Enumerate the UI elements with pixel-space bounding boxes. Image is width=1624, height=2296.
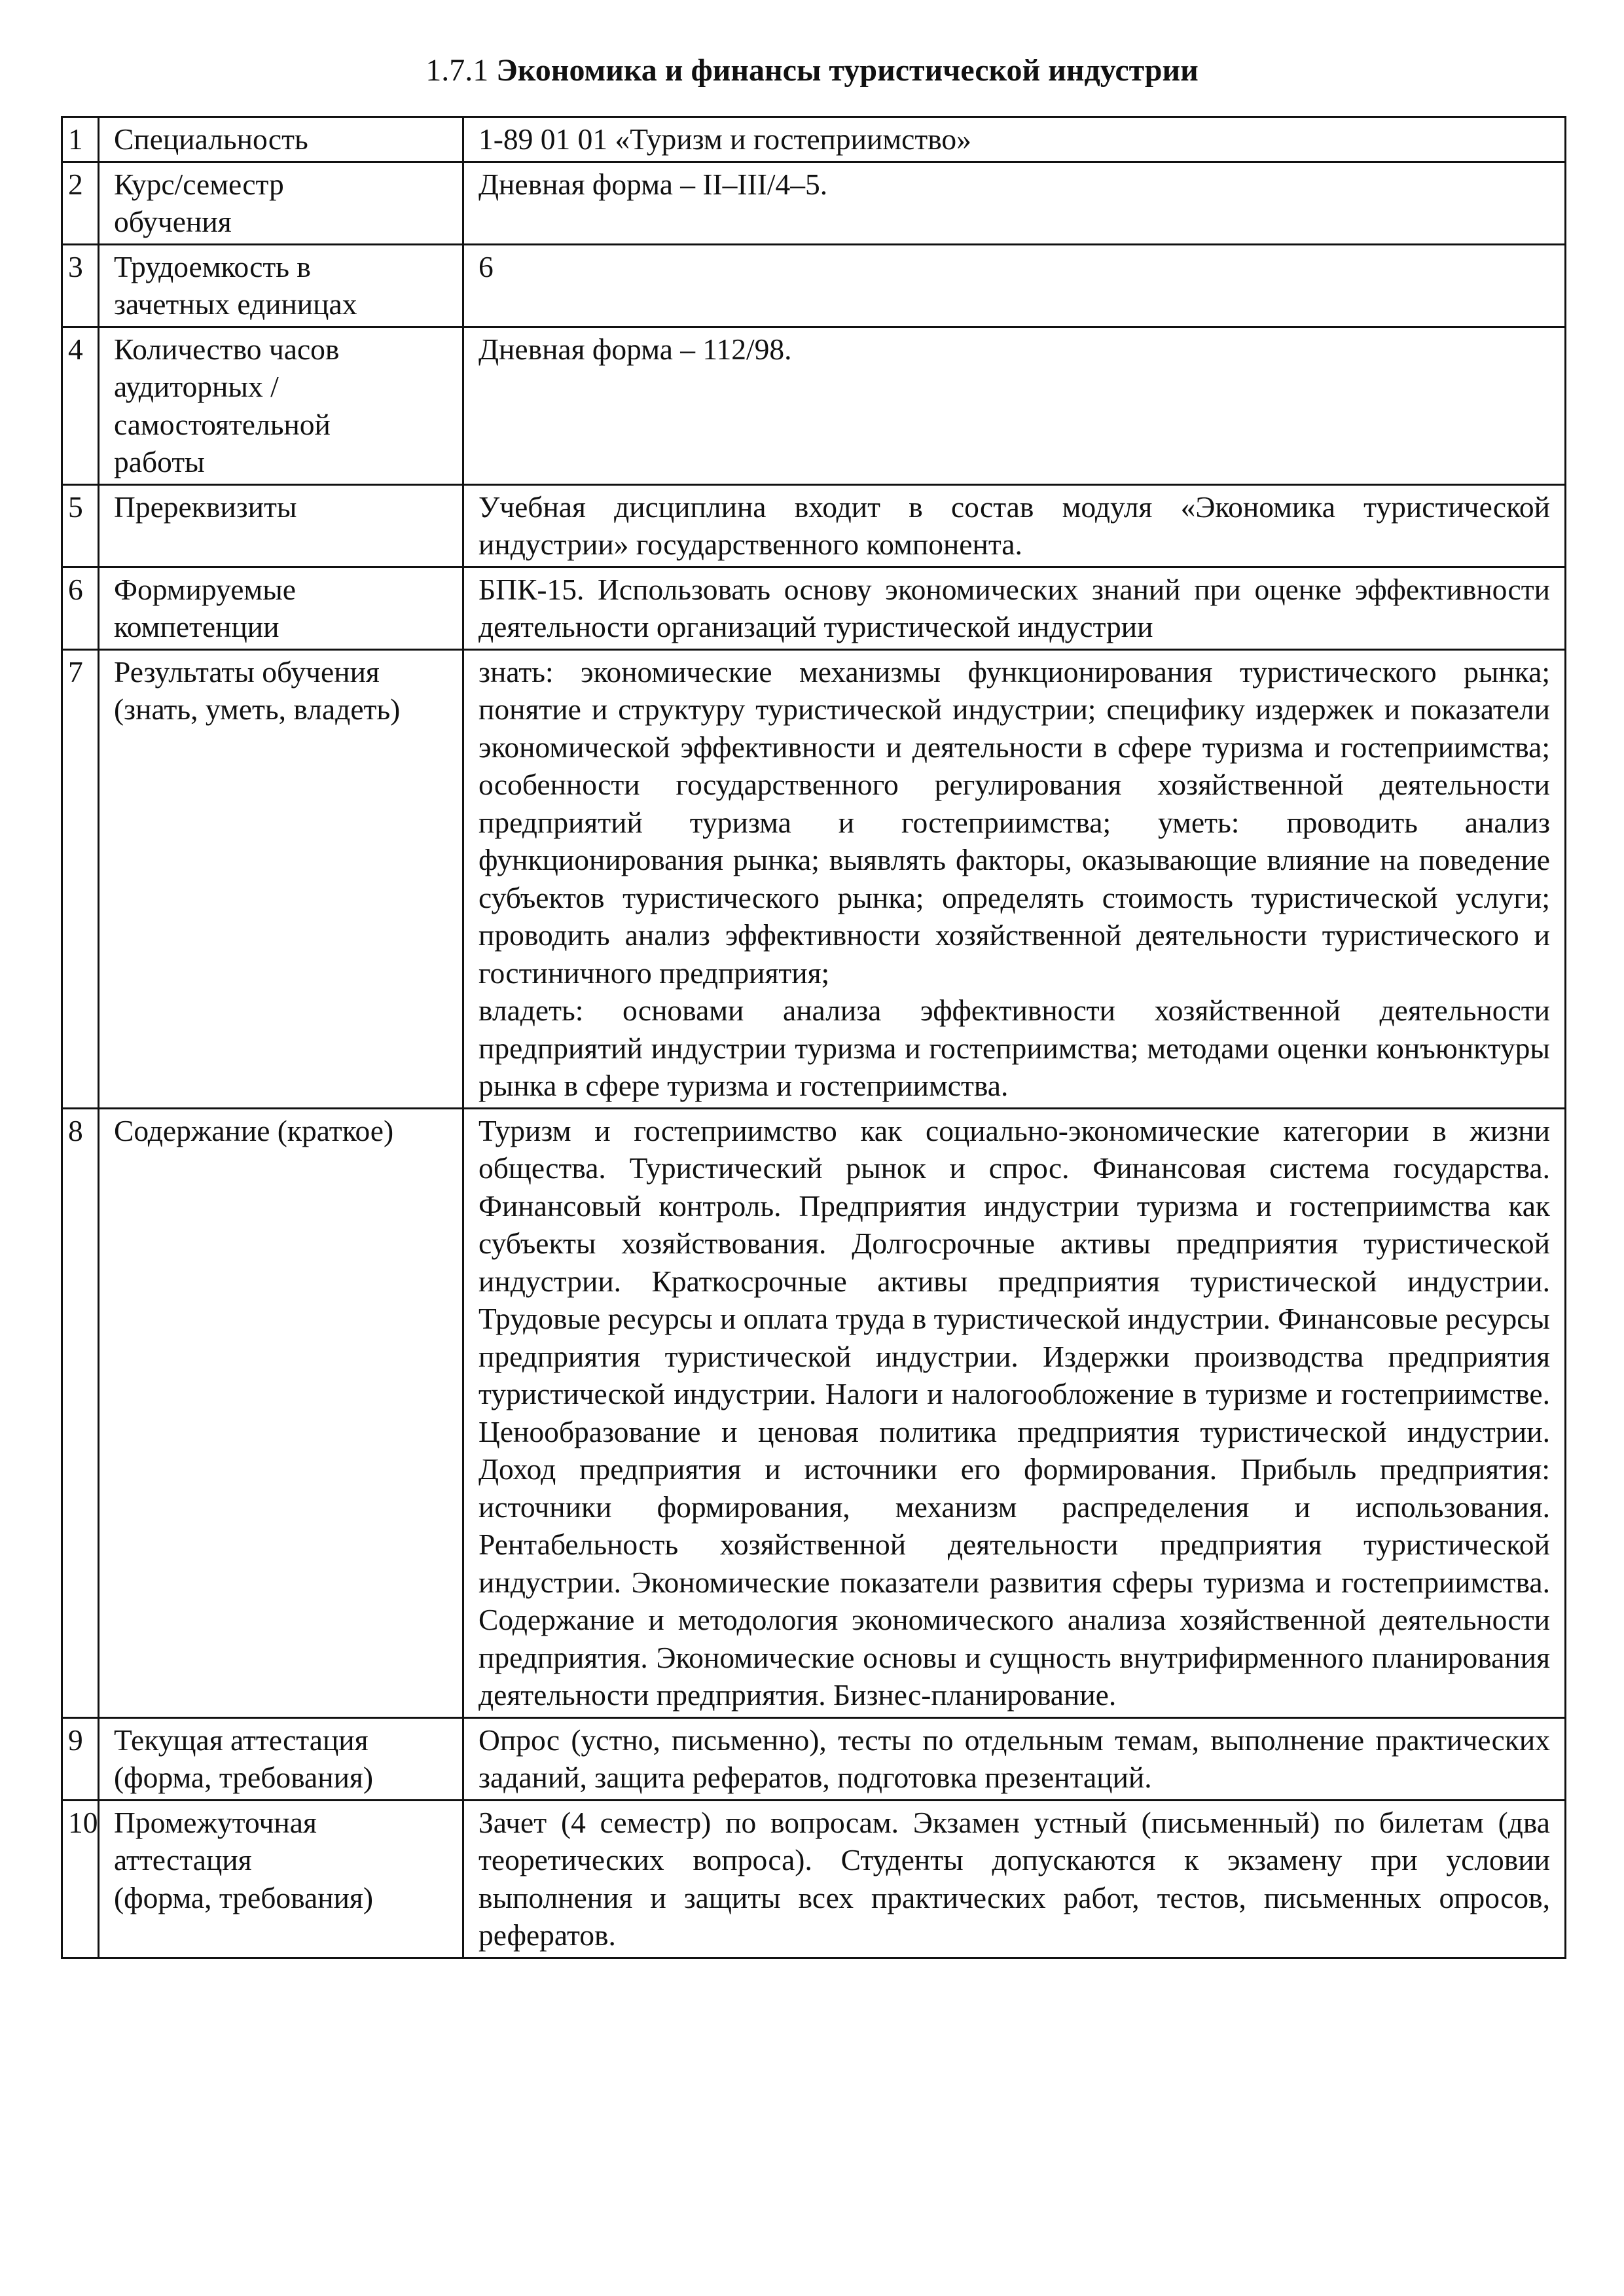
row-label xyxy=(99,484,463,567)
row-value-paragraph: Дневная форма – II–III/4–5. xyxy=(478,167,828,201)
table-row xyxy=(62,1108,1566,1717)
row-label-line: Трудоемкость в xyxy=(114,249,311,283)
row-label xyxy=(99,244,463,327)
table-row xyxy=(62,244,1566,327)
section-number: 1.7.1 xyxy=(425,53,489,88)
row-number: 6 xyxy=(62,567,99,649)
row-label xyxy=(99,162,463,244)
row-label-line: Текущая аттестация xyxy=(114,1723,369,1757)
row-label xyxy=(99,1800,463,1958)
row-label-line: компетенции xyxy=(114,610,280,643)
row-value xyxy=(463,244,1566,327)
table-row xyxy=(62,567,1566,649)
table-row xyxy=(62,162,1566,244)
row-value-paragraph: Туризм и гостеприимство как социально-экономические категории в жизни общества. Туристический рынок и спрос. Финансовая система государства. Финансовый контроль. Предприятия индустрии туризма и гостеприимства как субъекты хозяйствования. Долгосрочные активы предприятия туристической индустрии. Краткосрочные активы предприятия туристической индустрии. Трудовые ресурсы и оплата труда в туристической индустрии. Финансовые ресурсы предприятия туристической индустрии. Издержки производства предприятия туристической индустрии. Налоги и налогообложение в туризме и гостеприимстве. Ценообразование и ценовая политика предприятия туристической индустрии. Доход предприятия и источники его формирования. Прибыль предприятия: источники формирования, механизм распределения и использования. Рентабельность хозяйственной деятельности предприятия туристической индустрии. Экономические показатели развития сферы туризма и гостеприимства. Содержание и методология экономического анализа хозяйственной деятельности предприятия. Экономические основы и сущность внутрифирменного планирования деятельности предприятия. Бизнес-планирование. xyxy=(478,1113,1550,1712)
row-number: 4 xyxy=(62,327,99,484)
row-label-line: Специальность xyxy=(114,122,308,156)
row-value xyxy=(463,484,1566,567)
row-label-line: аудиторных / xyxy=(114,370,279,403)
row-label-line: обучения xyxy=(114,205,232,238)
row-label-line: (форма, требования) xyxy=(114,1761,374,1794)
table-row xyxy=(62,1800,1566,1958)
row-value xyxy=(463,567,1566,649)
row-value xyxy=(463,327,1566,484)
row-label-line: зачетных единицах xyxy=(114,287,357,321)
row-number: 5 xyxy=(62,484,99,567)
discipline-info-table xyxy=(61,116,1566,1959)
row-value-paragraph: 1-89 01 01 «Туризм и гостеприимство» xyxy=(478,122,971,156)
row-value-paragraph: Зачет (4 семестр) по вопросам. Экзамен устный (письменный) по билетам (два теоретических вопроса). Студенты допускаются к экзамену при условии выполнения и защиты всех практических работ, тестов, письменных опросов, рефератов. xyxy=(478,1805,1550,1952)
table-row xyxy=(62,484,1566,567)
row-label-line: Курс/семестр xyxy=(114,167,284,201)
table-row xyxy=(62,327,1566,484)
row-number: 8 xyxy=(62,1108,99,1717)
page-title xyxy=(0,51,1624,90)
row-value-paragraph: владеть: основами анализа эффективности хозяйственной деятельности предприятий индустрии туризма и гостеприимства; методами оценки конъюнктуры рынка в сфере туризма и гостеприимства. xyxy=(478,994,1550,1102)
row-label-line: Содержание (краткое) xyxy=(114,1113,394,1147)
table-row xyxy=(62,1717,1566,1800)
row-label-line: аттестация xyxy=(114,1843,252,1876)
row-label xyxy=(99,649,463,1108)
row-label-line: самостоятельной xyxy=(114,407,331,441)
row-label-line: Формируемые xyxy=(114,572,296,606)
row-label xyxy=(99,327,463,484)
row-label-line: Пререквизиты xyxy=(114,490,297,524)
row-number: 10 xyxy=(62,1800,99,1958)
row-value-paragraph: Дневная форма – 112/98. xyxy=(478,332,792,366)
table-row xyxy=(62,649,1566,1108)
row-label-line: Результаты обучения xyxy=(114,655,380,689)
row-value-paragraph: 6 xyxy=(478,249,494,283)
row-number: 7 xyxy=(62,649,99,1108)
row-number: 3 xyxy=(62,244,99,327)
row-number: 9 xyxy=(62,1717,99,1800)
row-value-paragraph: знать: экономические механизмы функционирования туристического рынка; понятие и структуру туристической индустрии; специфику издержек и показатели экономической эффективности и деятельности в сфере туризма и гостеприимства; особенности государственного регулирования хозяйственной деятельности предприятий туризма и гостеприимства; уметь: проводить анализ функционирования рынка; выявлять факторы, оказывающие влияние на поведение субъектов туристического рынка; определять стоимость туристической услуги; проводить анализ эффективности хозяйственной деятельности туристического и гостиничного предприятия; xyxy=(478,655,1550,990)
section-title: Экономика и финансы туристической индустрии xyxy=(496,53,1199,88)
row-label-line: Количество часов xyxy=(114,332,340,366)
table-row xyxy=(62,117,1566,162)
row-number: 1 xyxy=(62,117,99,162)
row-label-line: (знать, уметь, владеть) xyxy=(114,692,401,726)
row-label xyxy=(99,1717,463,1800)
row-value xyxy=(463,117,1566,162)
row-label-line: работы xyxy=(114,445,205,478)
row-label xyxy=(99,1108,463,1717)
row-label-line: (форма, требования) xyxy=(114,1880,374,1914)
row-value xyxy=(463,1800,1566,1958)
row-number: 2 xyxy=(62,162,99,244)
row-value xyxy=(463,649,1566,1108)
row-value xyxy=(463,162,1566,244)
row-label-line: Промежуточная xyxy=(114,1805,317,1839)
row-value xyxy=(463,1108,1566,1717)
row-label xyxy=(99,567,463,649)
row-value-paragraph: Опрос (устно, письменно), тесты по отдельным темам, выполнение практических заданий, защита рефератов, подготовка презентаций. xyxy=(478,1723,1550,1794)
row-value xyxy=(463,1717,1566,1800)
row-label xyxy=(99,117,463,162)
row-value-paragraph: Учебная дисциплина входит в состав модуля «Экономика туристической индустрии» государственного компонента. xyxy=(478,490,1550,561)
row-value-paragraph: БПК-15. Использовать основу экономических знаний при оценке эффективности деятельности организаций туристической индустрии xyxy=(478,572,1550,643)
